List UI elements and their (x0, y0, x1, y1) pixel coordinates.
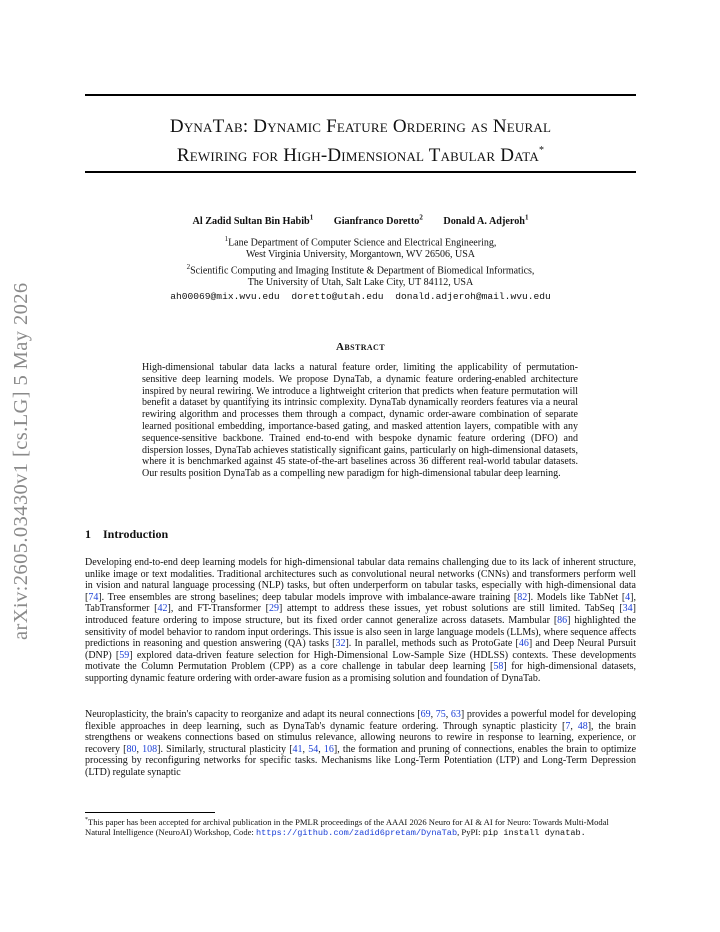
citation-link[interactable]: 80 (126, 743, 137, 755)
affiliation-2: $^2$Scientific Computing and Imaging Institute & Department of Biomedical Informatics, The University of Utah, Salt Lake City, UT 84112, USA (186, 263, 535, 289)
citation-link[interactable]: 4 (625, 591, 631, 603)
email[interactable]: donald.adjeroh@mail.wvu.edu (395, 291, 551, 302)
install-command: pip install dynatab. (482, 828, 586, 839)
citation-link[interactable]: 108 (142, 743, 158, 755)
paragraph-1: Developing end-to-end deep learning models for high-dimensional tabular data remains challenging due to its lack of inherent structure, unlike image or text modalities. Traditional architectures such as convolutional neural networks (CNNs) and transformers perform well in vision and natural language processing (NLP) tasks, but often underperform on tabular tasks, especially with high-dimensional data [74]. Tree ensembles are strong baselines; deep tabular models improve with imbalance-aware training [82]. Models like TabNet [4], TabTransformer [42], and FT-Transformer [29] attempt to address these issues, yet robust solutions are still limited. TabSeq [34] introduced feature ordering to impose structure, but its fixed order cannot generalize across datasets. Mambular [86] highlighted the sensitivity of model behavior to random input orderings. This issue is also seen in large language models (LLMs), where sequence affects predictions in reasoning and question answering (QA) tasks [32]. In parallel, methods such as ProtoGate [46] and Deep Neural Pursuit (DNP) [59] explored data-driven feature selection for High-Dimensional Low-Sample Size (HDLSS) contexts. These developments motivate the Column Permutation Problem (CPP) as a core challenge in tabular deep learning [58] for high-dimensional datasets, supporting dynamic feature ordering with order-aware fusion as a promising solution and foundation of DynaTab. (85, 557, 637, 684)
citation-link[interactable]: 75 (435, 709, 446, 720)
footnote-rule (85, 812, 215, 813)
citation-link[interactable]: 82 (517, 591, 528, 603)
citation-link[interactable]: 46 (518, 638, 529, 650)
footnote-pypi: , PyPI: (457, 827, 481, 838)
abstract-body: High-dimensional tabular data lacks a natural feature order, limiting the applicability of permutation-sensitive deep learning models. We propose DynaTab, a dynamic feature ordering-enabled architecture inspired by neural rewiring. We introduce a lightweight criterion that predicts when feature permutation will benefit a dataset by quantifying its intrinsic complexity. DynaTab dynamically reorders features via a neural rewiring algorithm and processes them through a compact, dynamic order-aware combination of separate learned positional embedding, importance-based gating, and masked attention layers, compatible with any sequence-sensitive backbone. Trained end-to-end with bespoke dynamic feature ordering (DFO) and dispersion losses, DynaTab achieves statistically significant gains, particularly on high-dimensional datasets, where it is benchmarked against 45 state-of-the-art baselines across 36 different real-world tabular datasets. Our results position DynaTab as a compelling new paradigm for high-dimensional tabular deep learning. (142, 362, 578, 480)
paper-title (85, 115, 636, 168)
title-bottom-rule (85, 171, 636, 173)
paragraph-2: Neuroplasticity, the brain's capacity to reorganize and adapt its neural connections [69, 75, 63] provides a powerful model for developing flexible approaches in deep learning, such as DynaTab's dynamic feature ordering. Through synaptic plasticity [7, 48], the brain strengthens or weakens connections based on stimulus relevance, allowing neurons to rewire in response to learning, experience, or recovery [80, 108]. Similarly, structural plasticity [41, 54, 16], the formation and pruning of connections, enables the brain to optimize processing by reconfiguring networks for specific tasks. Mechanisms like Long-Term Potentiation (LTP) and Long-Term Depression (LTD) regulate synaptic (85, 709, 637, 778)
affiliation-1: $^1$Lane Department of Computer Science and Electrical Engineering, West Virginia University, Morgantown, WV 26506, USA (224, 235, 497, 261)
citation-link[interactable]: 7 (565, 720, 571, 732)
citation-link[interactable]: 86 (557, 614, 568, 626)
section-number: 1 (85, 527, 91, 541)
citation-link[interactable]: 48 (577, 720, 588, 732)
author-emails (85, 291, 636, 302)
title-footnote-marker: * (538, 145, 545, 156)
citation-link[interactable]: 74 (88, 591, 99, 603)
citation-link[interactable]: 16 (323, 743, 334, 755)
title-line-2 (85, 139, 636, 168)
author-list (85, 214, 636, 227)
title-line-1: DynaTab: Dynamic Feature Ordering as Neural (169, 116, 552, 137)
section-title: Introduction (103, 527, 169, 541)
section-heading (85, 527, 168, 542)
citation-link[interactable]: 32 (335, 638, 346, 650)
title-line-2-text: Rewiring for High-Dimensional Tabular Data (176, 145, 539, 166)
citation-link[interactable]: 69 (420, 709, 431, 720)
citation-link[interactable]: 41 (292, 743, 303, 755)
citation-link[interactable]: 29 (268, 603, 279, 615)
footnote-marker: * (85, 817, 88, 823)
footnote-text: This paper has been accepted for archival publication in the PMLR proceedings of the AAAI 2026 Neuro for AI & AI for Neuro: Towards Multi-Modal Natural Intelligence (NeuroAI) Workshop, Code: (85, 816, 609, 838)
author: Gianfranco Doretto$^2$ (333, 214, 423, 228)
footnote (85, 815, 636, 838)
citation-link[interactable]: 59 (119, 649, 130, 661)
citation-link[interactable]: 54 (308, 743, 319, 755)
title-top-rule (85, 94, 636, 96)
abstract-heading: Abstract (336, 341, 385, 353)
arxiv-identifier: arXiv:2605.03430v1 [cs.LG] 5 May 2026 (10, 282, 32, 640)
author: Donald A. Adjeroh$^1$ (443, 214, 529, 228)
email[interactable]: doretto@utah.edu (291, 291, 384, 302)
citation-link[interactable]: 34 (622, 603, 633, 615)
code-repo-link[interactable]: https://github.com/zadid6pretam/DynaTab (255, 828, 458, 839)
citation-link[interactable]: 63 (450, 709, 461, 720)
email[interactable]: ah00069@mix.wvu.edu (170, 291, 280, 302)
citation-link[interactable]: 58 (493, 661, 504, 673)
citation-link[interactable]: 42 (157, 603, 168, 615)
author: Al Zadid Sultan Bin Habib$^1$ (192, 214, 314, 228)
